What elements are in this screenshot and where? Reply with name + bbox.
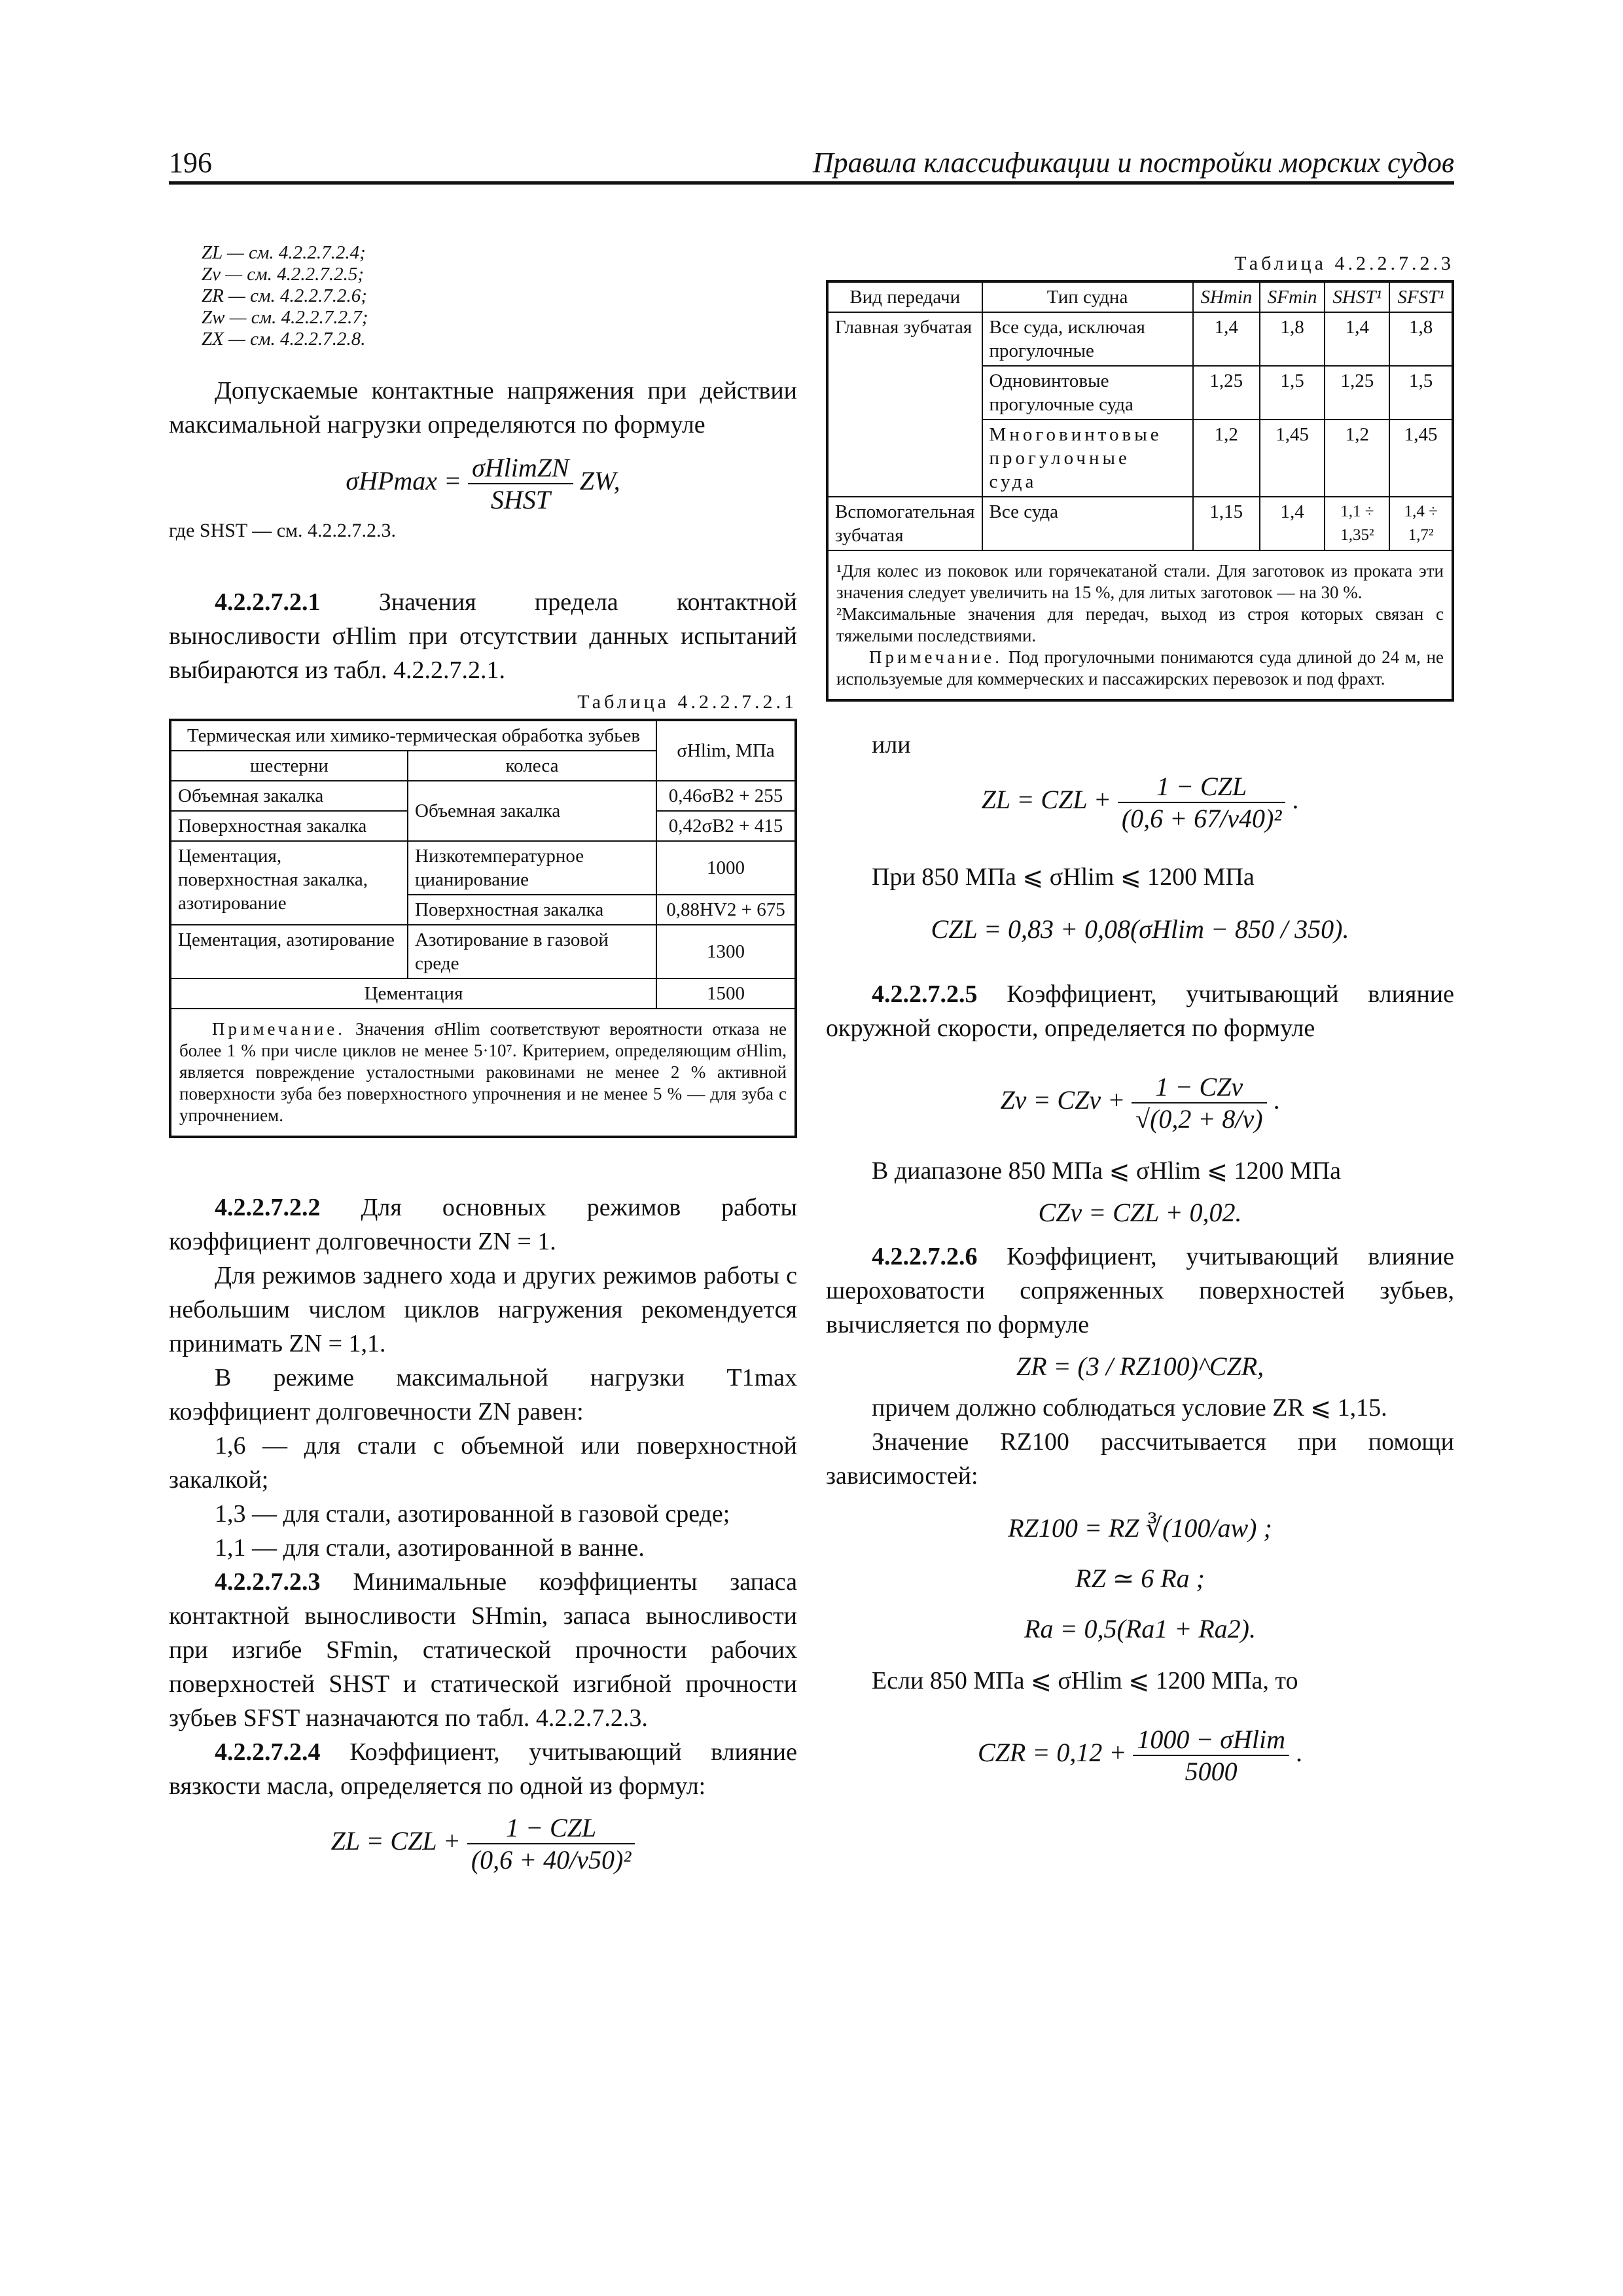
- table-caption: Таблица 4.2.2.7.2.1: [577, 691, 797, 713]
- paragraph: Допускаемые контактные напряжения при действии максимальной нагрузки определяются по формуле: [169, 377, 797, 439]
- section-4-2-2-7-2-3: 4.2.2.7.2.3 Минимальные коэффициенты запаса контактной выносливости SHmin, запаса выносливости при изгибе SFmin, статической прочности рабочих поверхностей SHST и статической изгибной прочности зубьев SFST назначаются по табл. 4.2.2.7.2.3.: [169, 1568, 797, 1732]
- formula-zv: Zv = CZv + $\frac{\text{1 − CZv}}{√(0,2 + 8/v)}$ .: [1000, 1072, 1280, 1134]
- formula-zl-2: ZL = CZL + $\frac{\text{1 − CZL}}{\text{(0,6 + 67/v40)²}}$ .: [981, 772, 1299, 833]
- table-footnotes: ¹Для колес из поковок или горячекатаной стали. Для заготовок из проката эти значения следует увеличить на 15 %, для литых заготовок — на 30 %. ²Максимальные значения для передач, выход из строя которых связан с тяжелыми последствиями. Примечание. Под прогулочными понимаются суда длиной до 24 м, не используемые для коммерческих и пассажирских перевозок и под фрахт.: [827, 550, 1453, 700]
- table-caption: Таблица 4.2.2.7.2.3: [1234, 253, 1454, 274]
- paragraph: причем должно соблюдаться условие ZR ⩽ 1,15.: [872, 1394, 1387, 1422]
- table-note: Примечание. Значения σHlim соответствуют вероятности отказа не более 1 % при числе циклов не менее 5·10⁷. Критерием, определяющим σHlim, является повреждение усталостными раковинами не менее 2 % активной поверхности зуба без поверхностного упрочнения и не менее 5 % — для зуба с упрочнением.: [170, 1009, 796, 1137]
- left-column: [169, 242, 797, 1884]
- running-title: Правила классификации и постройки морских судов: [812, 147, 1454, 179]
- paragraph: Значение RZ100 рассчитывается при помощи зависимостей:: [826, 1428, 1454, 1490]
- formula-czr: CZR = 0,12 + $\frac{1000 - \sigma Hlim}{5000}$ .: [977, 1725, 1303, 1786]
- section-4-2-2-7-2-4: 4.2.2.7.2.4 Коэффициент, учитывающий влияние вязкости масла, определяется по одной из формул:: [169, 1738, 797, 1800]
- def-zr: ZR — см. 4.2.2.7.2.6;: [202, 285, 367, 306]
- paragraph: 1,1 — для стали, азотированной в ванне.: [215, 1534, 645, 1562]
- paragraph: или: [872, 731, 911, 759]
- right-column: [826, 249, 1454, 1813]
- formula-czl: CZL = 0,83 + 0,08(σHlim − 850 / 350).: [931, 914, 1349, 944]
- formula-rz100: RZ100 = RZ ∛(100/aw) ;: [1008, 1513, 1272, 1543]
- section-4-2-2-7-2-1: 4.2.2.7.2.1 Значения предела контактной выносливости σHlim при отсутствии данных испытаний выбираются из табл. 4.2.2.7.2.1.: [169, 588, 798, 684]
- definitions-list: [202, 242, 797, 350]
- formula-sigma-hpmax: σHPmax = $\frac{\text{σHlimZN}}{\text{SHST}}$ ZW,: [346, 453, 620, 514]
- table-sigma-hlim: Термическая или химико-термическая обработка зубьев σHlim, МПа шестерни колеса Объемная закалка Объемная закалка 0,46σB2 + 255 Поверхностная закалка 0,42σB2 + 415 Цементация, поверхностная закалка, азотирование Низкотемпературное цианирование 1000 Поверхностная закалка 0,88HV2 + 675 Цементация, азотирование Азотирование в газовой среде 1300 Цементация 1500 Примечание. Значения σHlim соответствуют вероятности отказа не более 1 % при числе циклов не менее 5·10⁷. Критерием, определяющим σHlim, является повреждение усталостными раковинами не менее 2 % активной поверхности зуба без поверхностного упрочнения и не менее 5 % — для зуба с упрочнением.: [169, 719, 797, 1138]
- paragraph: Для режимов заднего хода и других режимов работы с небольшим числом циклов нагружения рекомендуется принимать ZN = 1,1.: [169, 1262, 797, 1357]
- section-4-2-2-7-2-6: 4.2.2.7.2.6 Коэффициент, учитывающий влияние шероховатости сопряженных поверхностей зубьев, вычисляется по формуле: [826, 1243, 1454, 1338]
- def-zv: Zv — см. 4.2.2.7.2.5;: [202, 264, 365, 285]
- paragraph: В режиме максимальной нагрузки T1max коэффициент долговечности ZN равен:: [169, 1364, 797, 1426]
- def-zl: ZL — см. 4.2.2.7.2.4;: [202, 242, 366, 263]
- page-number: 196: [169, 147, 212, 179]
- paragraph: 1,6 — для стали с объемной или поверхностной закалкой;: [169, 1432, 797, 1494]
- section-4-2-2-7-2-5: 4.2.2.7.2.5 Коэффициент, учитывающий влияние окружной скорости, определяется по формуле: [826, 980, 1454, 1042]
- def-zw: Zw — см. 4.2.2.7.2.7;: [202, 307, 368, 328]
- formula-czv: CZv = CZL + 0,02.: [1038, 1198, 1242, 1227]
- where-note: где SHST — см. 4.2.2.7.2.3.: [169, 520, 397, 541]
- paragraph: При 850 МПа ⩽ σHlim ⩽ 1200 МПа: [872, 863, 1255, 891]
- formula-zr: ZR = (3 / RZ100)^CZR,: [1016, 1352, 1264, 1381]
- paragraph: 1,3 — для стали, азотированной в газовой среде;: [215, 1500, 730, 1528]
- formula-zl-1: ZL = CZL + $\frac{\text{1 − CZL}}{\text{(0,6 + 40/v50)²}}$: [169, 1812, 797, 1875]
- page-header: [169, 141, 1454, 185]
- def-zx: ZX — см. 4.2.2.7.2.8.: [202, 329, 366, 350]
- paragraph: В диапазоне 850 МПа ⩽ σHlim ⩽ 1200 МПа: [872, 1157, 1342, 1185]
- section-4-2-2-7-2-2: 4.2.2.7.2.2 Для основных режимов работы коэффициент долговечности ZN = 1.: [169, 1194, 798, 1255]
- formula-rz: RZ ≃ 6 Ra ;: [1075, 1564, 1205, 1593]
- table-safety-factors: Вид передачи Тип судна SHmin SFmin SHST¹ SFST¹ Главная зубчатая Все суда, исключая прогулочные 1,4 1,8 1,4 1,8 Одновинтовые прогулочные суда 1,25 1,5 1,25 1,5 Многовинтовые прогулочные суда 1,2 1,45 1,2 1,45 Вспомогательная зубчатая Все суда 1,15 1,4 1,1 ÷ 1,35² 1,4 ÷ 1,7² ¹Для колес из поковок или горячекатаной стали. Для заготовок из проката эти значения следует увеличить на 15 %, для литых заготовок — на 30 %. ²Максимальные значения для передач, выход из строя которых связан с тяжелыми последствиями. Примечание. Под прогулочными понимаются суда длиной до 24 м, не используемые для коммерческих и пассажирских перевозок и под фрахт.: [826, 280, 1454, 702]
- paragraph: Если 850 МПа ⩽ σHlim ⩽ 1200 МПа, то: [872, 1667, 1298, 1695]
- formula-ra: Ra = 0,5(Ra1 + Ra2).: [1024, 1614, 1256, 1643]
